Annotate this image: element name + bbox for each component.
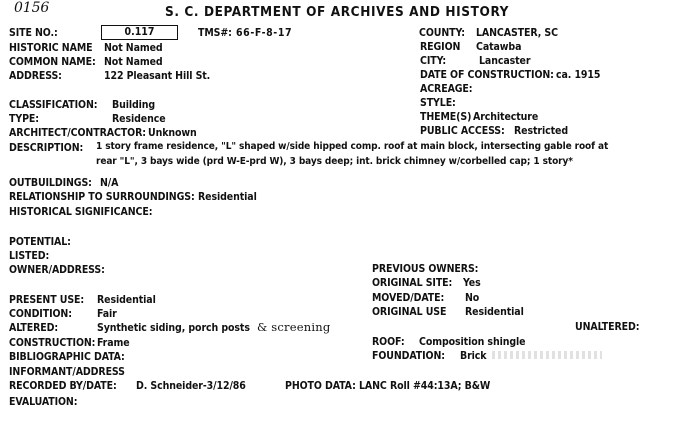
public-access-label: PUBLIC ACCESS:	[420, 125, 505, 137]
original-site-value: Yes	[463, 277, 481, 289]
description-line-1: 1 story frame residence, "L" shaped w/side hipped comp. roof at main block, intersecting gable roof at	[96, 141, 609, 152]
altered-handwritten: & screening	[257, 320, 331, 334]
type-value: Residence	[112, 113, 166, 125]
potential-label: POTENTIAL:	[9, 236, 71, 248]
common-name-label: COMMON NAME:	[9, 56, 96, 68]
original-use-value: Residential	[465, 306, 524, 318]
outbuildings-value: N/A	[100, 177, 119, 189]
owner-address-label: OWNER/ADDRESS:	[9, 264, 105, 276]
photo-value: LANC Roll #44:13A; B&W	[359, 380, 491, 392]
relationship-value: Residential	[198, 191, 257, 203]
city-label: CITY:	[420, 55, 447, 67]
original-site-label: ORIGINAL SITE:	[372, 277, 453, 289]
style-label: STYLE:	[420, 97, 456, 109]
condition-value: Fair	[97, 308, 117, 320]
recorded-label: RECORDED BY/DATE:	[9, 380, 117, 392]
address-label: ADDRESS:	[9, 70, 62, 82]
county-label: COUNTY:	[419, 27, 465, 39]
altered-value: Synthetic siding, porch posts	[97, 322, 250, 334]
roof-value: Composition shingle	[419, 336, 526, 348]
architect-label: ARCHITECT/CONTRACTOR:	[9, 127, 146, 139]
date-construction-value: ca. 1915	[556, 69, 601, 81]
county-value: LANCASTER, SC	[476, 27, 558, 39]
historic-name-value: Not Named	[104, 42, 163, 54]
page-title: S. C. DEPARTMENT OF ARCHIVES AND HISTORY	[165, 4, 510, 20]
themes-value: Architecture	[473, 111, 539, 123]
recorded-value: D. Schneider-3/12/86	[136, 380, 246, 392]
faint-scan-marks	[492, 351, 602, 359]
outbuildings-label: OUTBUILDINGS:	[9, 177, 92, 189]
original-use-label: ORIGINAL USE	[372, 306, 447, 318]
listed-label: LISTED:	[9, 250, 50, 262]
address-value: 122 Pleasant Hill St.	[104, 70, 211, 82]
historical-significance-label: HISTORICAL SIGNIFICANCE:	[9, 206, 153, 218]
foundation-value: Brick	[460, 350, 487, 362]
tms-label: TMS#:	[198, 27, 232, 39]
altered-label: ALTERED:	[9, 322, 59, 334]
construction-value: Frame	[97, 337, 130, 349]
acreage-label: ACREAGE:	[420, 83, 473, 95]
common-name-value: Not Named	[104, 56, 163, 68]
moved-date-value: No	[465, 292, 480, 304]
condition-label: CONDITION:	[9, 308, 72, 320]
architect-value: Unknown	[148, 127, 197, 139]
foundation-label: FOUNDATION:	[372, 350, 445, 362]
classification-label: CLASSIFICATION:	[9, 99, 98, 111]
region-value: Catawba	[476, 41, 522, 53]
photo-label: PHOTO DATA:	[285, 380, 356, 392]
historic-name-label: HISTORIC NAME	[9, 42, 93, 54]
site-no-value: 0.117	[124, 26, 155, 38]
relationship-label: RELATIONSHIP TO SURROUNDINGS:	[9, 191, 195, 203]
moved-date-label: MOVED/DATE:	[372, 292, 445, 304]
public-access-value: Restricted	[514, 125, 569, 137]
city-value: Lancaster	[479, 55, 531, 67]
roof-label: ROOF:	[372, 336, 405, 348]
description-line-2: rear "L", 3 bays wide (prd W-E-prd W), 3 bays deep; int. brick chimney w/corbelled cap; 1 story*	[96, 156, 573, 167]
type-label: TYPE:	[9, 113, 39, 125]
tms-value: 66-F-8-17	[236, 27, 293, 39]
informant-label: INFORMANT/ADDRESS	[9, 366, 125, 378]
evaluation-label: EVALUATION:	[9, 396, 78, 408]
unaltered-label: UNALTERED:	[575, 321, 640, 333]
themes-label: THEME(S)	[420, 111, 472, 123]
present-use-label: PRESENT USE:	[9, 294, 85, 306]
description-label: DESCRIPTION:	[9, 142, 84, 154]
construction-label: CONSTRUCTION:	[9, 337, 96, 349]
present-use-value: Residential	[97, 294, 156, 306]
site-no-label: SITE NO.:	[9, 27, 58, 39]
handwritten-number: 0156	[14, 0, 50, 16]
previous-owners-label: PREVIOUS OWNERS:	[372, 263, 479, 275]
region-label: REGION	[420, 41, 461, 53]
bibliographic-label: BIBLIOGRAPHIC DATA:	[9, 351, 125, 363]
date-construction-label: DATE OF CONSTRUCTION:	[420, 69, 554, 81]
classification-value: Building	[112, 99, 156, 111]
